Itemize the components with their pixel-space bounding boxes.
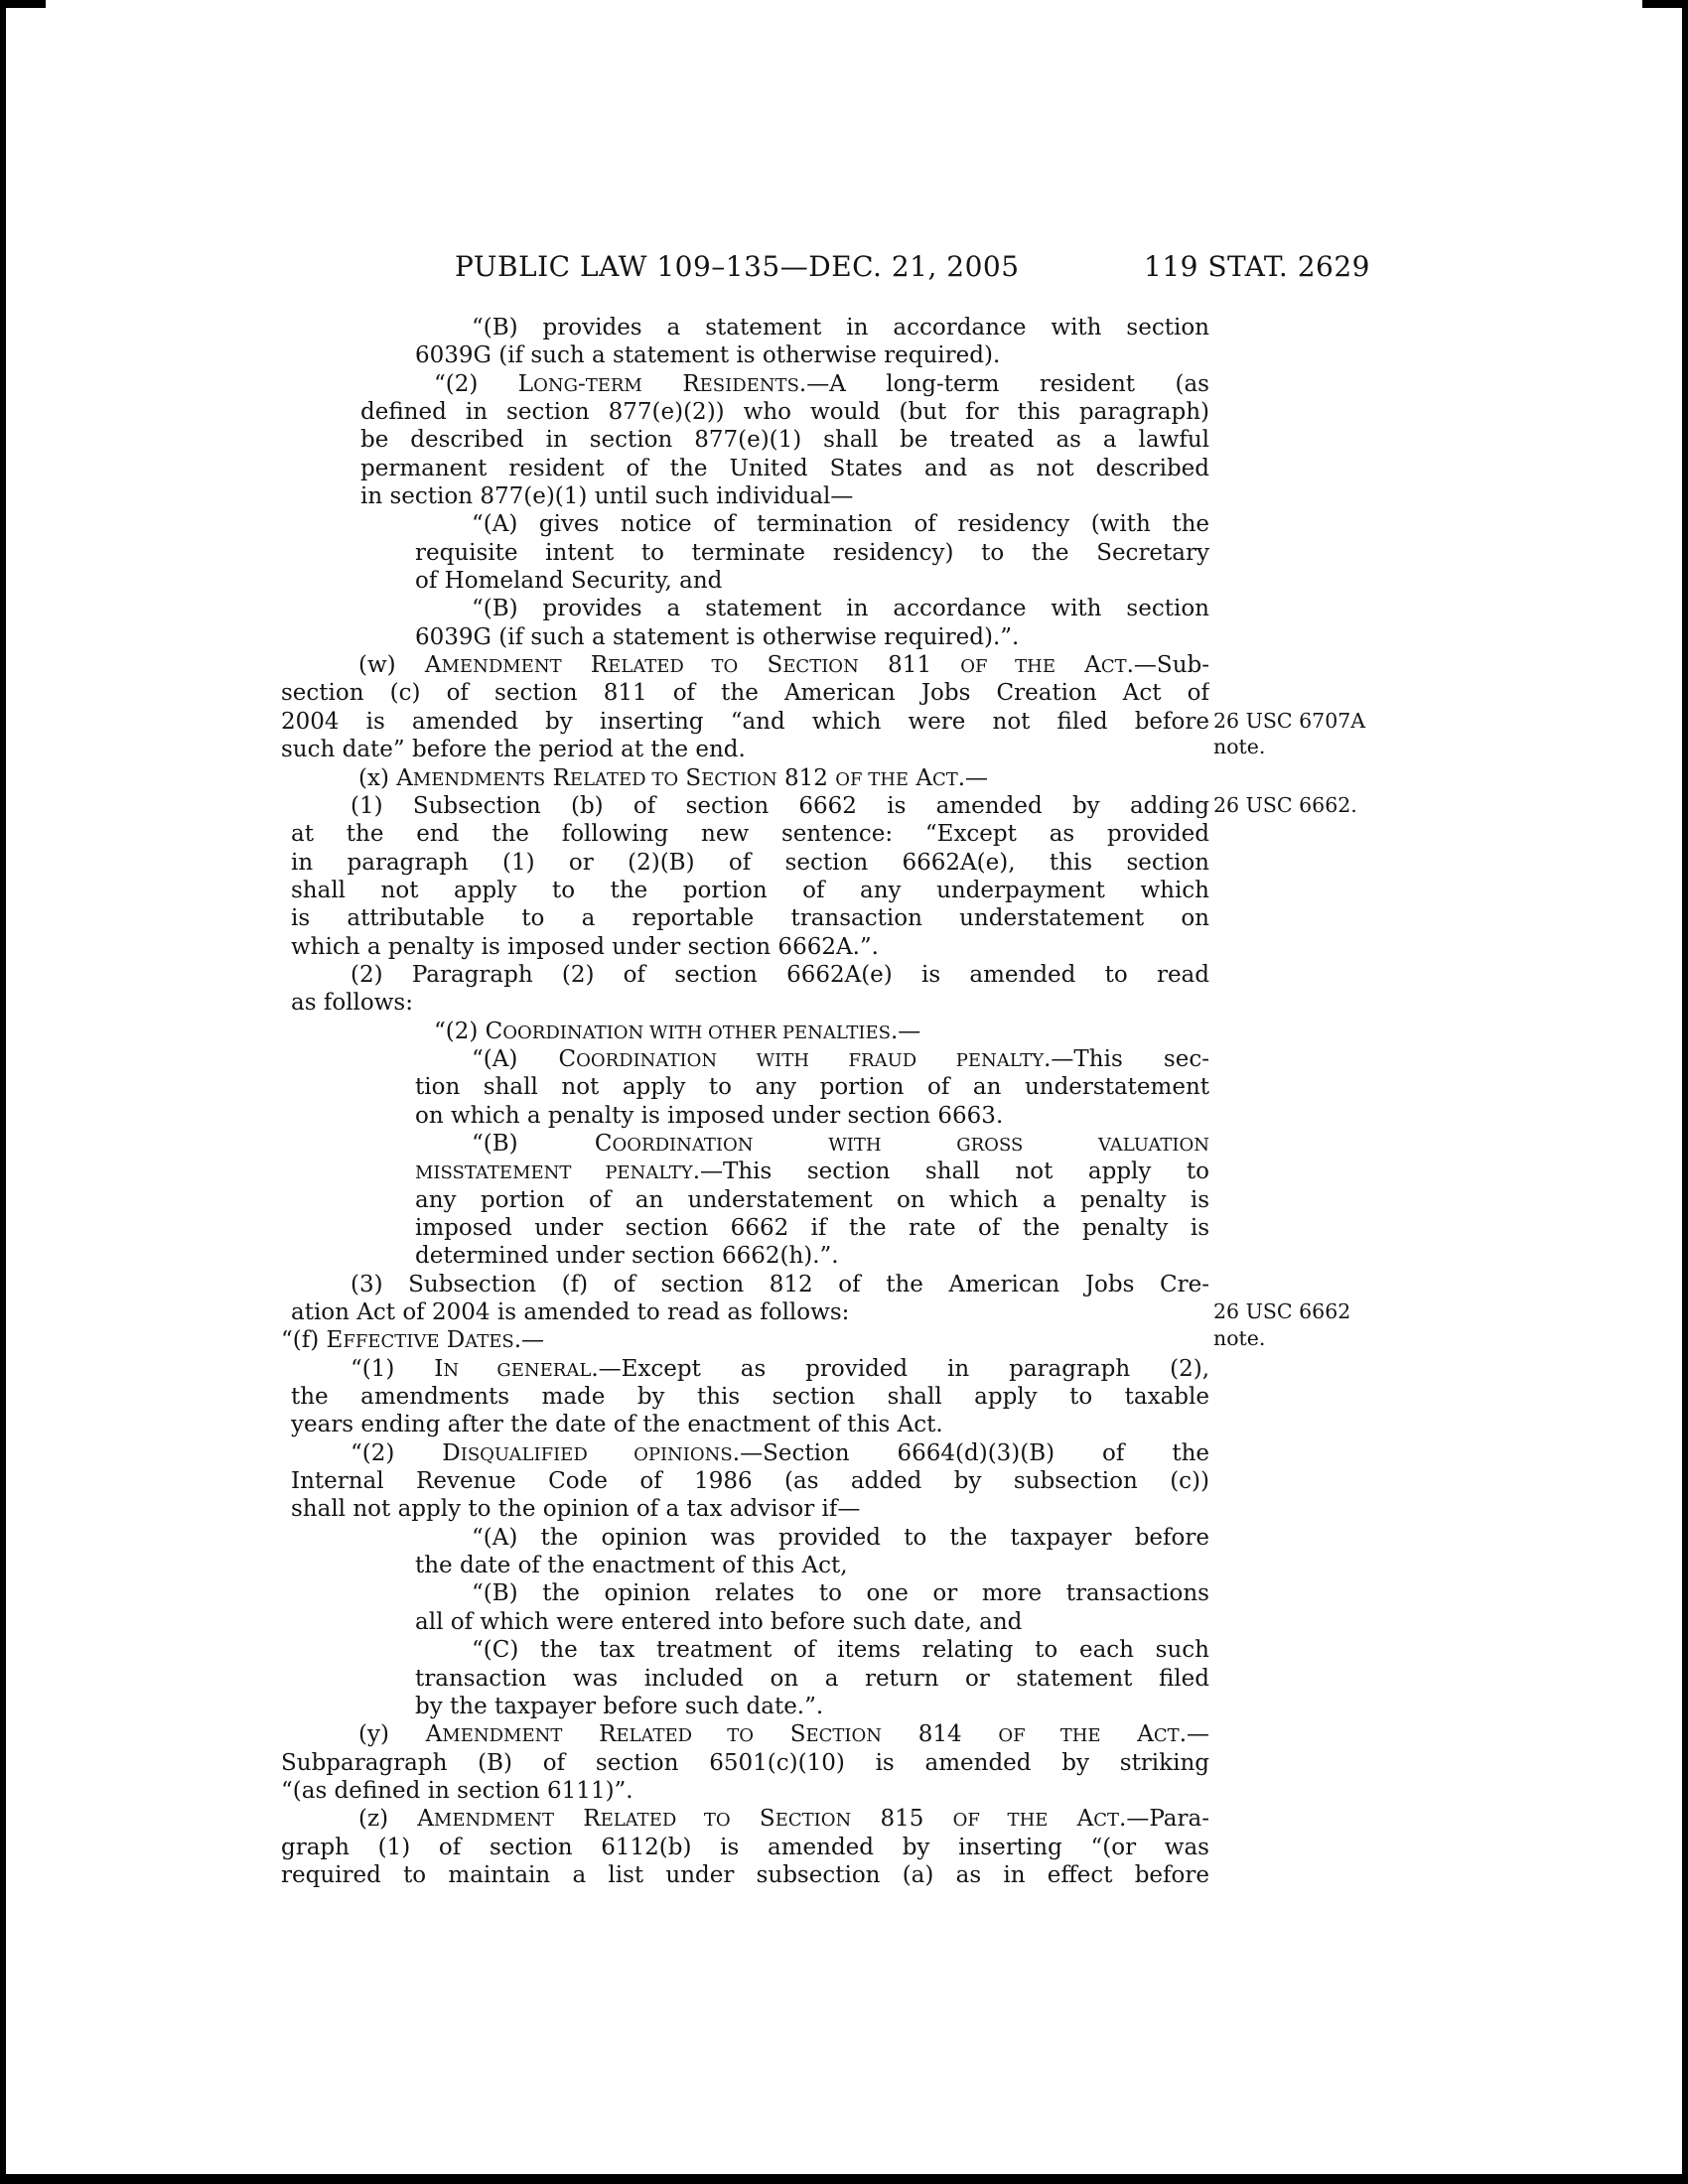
body-line bbox=[351, 792, 1209, 820]
body-text: S bbox=[730, 1806, 775, 1833]
body-text: 6039G (if such a statement is otherwise required). bbox=[415, 342, 1001, 369]
body-line bbox=[358, 1805, 1209, 1833]
body-line bbox=[415, 1073, 1209, 1101]
body-text: “(2) L bbox=[434, 370, 534, 397]
small-caps-text: OF THE bbox=[998, 1725, 1101, 1747]
small-caps-text: ISQUALIFIED OPINIONS bbox=[460, 1443, 733, 1465]
body-line bbox=[360, 455, 1209, 482]
body-text: section (c) of section 811 of the American Jobs Creation Act of bbox=[281, 680, 1209, 707]
body-line bbox=[472, 595, 1209, 622]
small-caps-text: ONG bbox=[533, 374, 578, 396]
body-text: D bbox=[439, 1327, 466, 1354]
body-line bbox=[281, 736, 1209, 763]
body-line bbox=[415, 623, 1209, 651]
body-text: .—Para- bbox=[1119, 1806, 1209, 1833]
body-text: as follows: bbox=[291, 990, 413, 1017]
body-text: permanent resident of the United States and as not described bbox=[360, 455, 1209, 481]
small-caps-text: CT bbox=[1153, 1725, 1180, 1747]
body-text: the date of the enactment of this Act, bbox=[415, 1553, 848, 1579]
body-line bbox=[291, 1495, 1209, 1523]
body-line bbox=[351, 1439, 1209, 1467]
body-line bbox=[415, 1665, 1209, 1693]
body-line bbox=[291, 877, 1209, 904]
small-caps-text: TERM bbox=[585, 374, 642, 396]
running-head-law: PUBLIC LAW 109–135—DEC. 21, 2005 bbox=[455, 250, 1020, 283]
margin-note-line: note. bbox=[1213, 1325, 1266, 1350]
body-line bbox=[472, 1579, 1209, 1607]
small-caps-text: MENDMENT bbox=[442, 1725, 563, 1747]
body-line bbox=[358, 764, 1209, 792]
scan-edge-left bbox=[0, 0, 6, 2184]
small-caps-text: OORDINATION WITH FRAUD PENALTY bbox=[576, 1049, 1045, 1071]
body-text: at the end the following new sentence: “Except as provided bbox=[291, 821, 1209, 848]
small-caps-text: OF THE bbox=[952, 1810, 1049, 1832]
body-text: (x) A bbox=[358, 764, 413, 791]
body-text: Subparagraph (B) of section 6501(c)(10) is amended by striking bbox=[281, 1749, 1209, 1776]
body-text: be described in section 877(e)(1) shall be treated as a lawful bbox=[360, 427, 1209, 454]
body-text: which a penalty is imposed under section 6662A.”. bbox=[291, 933, 879, 960]
small-caps-text: N GENERAL bbox=[443, 1359, 592, 1381]
running-head-stat: 119 STAT. 2629 bbox=[1144, 250, 1370, 283]
body-line bbox=[351, 1271, 1209, 1298]
body-line bbox=[415, 1102, 1209, 1130]
body-text: by the taxpayer before such date.”. bbox=[415, 1693, 824, 1719]
small-caps-text: ESIDENTS bbox=[699, 374, 799, 396]
body-line bbox=[415, 1693, 1209, 1720]
small-caps-text: MENDMENTS bbox=[412, 768, 546, 790]
body-line bbox=[281, 1326, 1209, 1354]
small-caps-text: CT bbox=[1093, 1810, 1120, 1832]
small-caps-text: CT bbox=[1100, 656, 1127, 678]
body-text: shall not apply to the portion of any underpayment which bbox=[291, 877, 1209, 903]
body-line bbox=[291, 933, 1209, 961]
small-caps-text: ECTION bbox=[774, 1810, 852, 1832]
body-text: (z) A bbox=[358, 1806, 434, 1833]
small-caps-text: MENDMENT bbox=[441, 656, 562, 678]
body-line bbox=[291, 1383, 1209, 1411]
body-text: transaction was included on a return or statement filed bbox=[415, 1665, 1209, 1692]
body-text: “(1) I bbox=[351, 1355, 444, 1382]
body-text: S bbox=[738, 652, 783, 679]
body-text: “(B) provides a statement in accordance with section bbox=[472, 596, 1209, 622]
body-text: .—This sec- bbox=[1044, 1045, 1209, 1072]
body-line bbox=[415, 1242, 1209, 1270]
body-line bbox=[351, 1355, 1209, 1383]
body-text: 815 bbox=[851, 1806, 953, 1833]
body-text: A bbox=[1100, 1721, 1154, 1748]
body-line bbox=[415, 567, 1209, 595]
body-line bbox=[472, 1636, 1209, 1664]
scan-edge-top-right bbox=[1642, 0, 1688, 8]
body-text: requisite intent to terminate residency) to the Secretary bbox=[415, 539, 1209, 566]
body-text: tion shall not apply to any portion of an understatement bbox=[415, 1074, 1209, 1101]
body-text: determined under section 6662(h).”. bbox=[415, 1243, 839, 1270]
body-text: “(as defined in section 6111)”. bbox=[281, 1777, 633, 1804]
body-text: (3) Subsection (f) of section 812 of the American Jobs Cre- bbox=[351, 1271, 1209, 1297]
small-caps-text: ECTION bbox=[782, 656, 859, 678]
margin-note bbox=[1213, 1298, 1387, 1351]
body-text: .— bbox=[513, 1327, 545, 1354]
body-line bbox=[360, 426, 1209, 454]
body-text: - bbox=[577, 370, 586, 397]
small-caps-text: OORDINATION WITH GROSS VALUATION bbox=[612, 1134, 1209, 1156]
body-line bbox=[281, 1861, 1209, 1889]
scan-edge-bottom bbox=[0, 2174, 1688, 2184]
body-line bbox=[472, 1045, 1209, 1073]
body-text: R bbox=[545, 764, 570, 791]
body-line bbox=[434, 370, 1209, 398]
small-caps-text: OF THE bbox=[835, 768, 910, 790]
body-line bbox=[291, 989, 1209, 1017]
body-text: all of which were entered into before such date, and bbox=[415, 1608, 1023, 1635]
body-line bbox=[472, 1130, 1209, 1158]
body-line bbox=[291, 1298, 1209, 1326]
body-line bbox=[360, 482, 1209, 510]
body-line bbox=[415, 1186, 1209, 1214]
body-text: imposed under section 6662 if the rate of the penalty is bbox=[415, 1215, 1209, 1241]
body-text: .— bbox=[890, 1018, 921, 1044]
small-caps-text: ELATED TO bbox=[616, 1725, 754, 1747]
body-line bbox=[415, 1552, 1209, 1579]
margin-note-line: 26 USC 6662. bbox=[1213, 792, 1357, 817]
body-text: ation Act of 2004 is amended to read as follows: bbox=[291, 1299, 850, 1326]
body-text: 6039G (if such a statement is otherwise required).”. bbox=[415, 623, 1020, 650]
body-line bbox=[281, 1834, 1209, 1861]
margin-note bbox=[1213, 792, 1387, 819]
body-text: is attributable to a reportable transaction understatement on bbox=[291, 905, 1209, 932]
body-text: (2) Paragraph (2) of section 6662A(e) is amended to read bbox=[351, 961, 1209, 988]
body-text: .— bbox=[1179, 1721, 1209, 1748]
small-caps-text: CT bbox=[931, 768, 958, 790]
body-column bbox=[281, 314, 1209, 1889]
body-line bbox=[472, 1524, 1209, 1552]
body-text: shall not apply to the opinion of a tax advisor if— bbox=[291, 1496, 861, 1523]
body-line bbox=[415, 1214, 1209, 1242]
body-line bbox=[291, 849, 1209, 877]
small-caps-text: MENDMENT bbox=[433, 1810, 554, 1832]
body-text: “(B) the opinion relates to one or more transactions bbox=[472, 1580, 1209, 1607]
margin-note-line: 26 USC 6662 bbox=[1213, 1299, 1351, 1324]
body-text: years ending after the date of the enactment of this Act. bbox=[291, 1412, 943, 1438]
small-caps-text: ATES bbox=[465, 1331, 514, 1353]
body-text: in section 877(e)(1) until such individual— bbox=[360, 483, 854, 510]
body-text: Internal Revenue Code of 1986 (as added by subsection (c)) bbox=[291, 1468, 1209, 1495]
body-line bbox=[281, 1777, 1209, 1805]
body-text: A bbox=[1048, 1806, 1094, 1833]
body-line bbox=[281, 708, 1209, 736]
small-caps-text: OORDINATION WITH OTHER PENALTIES bbox=[502, 1022, 891, 1043]
body-text: R bbox=[641, 370, 700, 397]
body-text: .—Sub- bbox=[1126, 652, 1209, 679]
margin-note-line: 26 USC 6707A bbox=[1213, 708, 1366, 733]
small-caps-text: ECTION bbox=[805, 1725, 883, 1747]
small-caps-text: MISSTATEMENT PENALTY bbox=[415, 1162, 693, 1184]
scan-edge-right bbox=[1682, 0, 1688, 2184]
body-line bbox=[281, 1749, 1209, 1777]
body-line bbox=[291, 820, 1209, 848]
body-text: “(2) D bbox=[351, 1439, 461, 1466]
body-text: A bbox=[909, 764, 932, 791]
body-text: “(2) C bbox=[434, 1018, 503, 1044]
body-line bbox=[291, 904, 1209, 932]
small-caps-text: ELATED TO bbox=[600, 1810, 731, 1832]
margin-note-line: note. bbox=[1213, 735, 1266, 759]
body-text: .— bbox=[957, 764, 989, 791]
body-text: defined in section 877(e)(2)) who would (but for this paragraph) bbox=[360, 399, 1209, 426]
body-line bbox=[415, 1158, 1209, 1185]
body-text: “(A) gives notice of termination of residency (with the bbox=[472, 511, 1209, 538]
small-caps-text: OF THE bbox=[960, 656, 1055, 678]
body-text: .—Section 6664(d)(3)(B) of the bbox=[732, 1439, 1209, 1466]
body-line bbox=[415, 341, 1209, 369]
body-text: “(B) provides a statement in accordance with section bbox=[472, 315, 1209, 341]
body-text: S bbox=[753, 1721, 806, 1748]
small-caps-text: ELATED TO bbox=[608, 656, 739, 678]
body-line bbox=[358, 1720, 1209, 1748]
body-text: in paragraph (1) or (2)(B) of section 6662A(e), this section bbox=[291, 849, 1209, 876]
body-line bbox=[415, 1608, 1209, 1636]
body-line bbox=[291, 1467, 1209, 1495]
body-text: graph (1) of section 6112(b) is amended by inserting “(or was bbox=[281, 1834, 1209, 1860]
body-line bbox=[281, 679, 1209, 707]
body-text: required to maintain a list under subsection (a) as in effect before bbox=[281, 1861, 1209, 1888]
body-text: 812 bbox=[776, 764, 836, 791]
scan-edge-top-left bbox=[0, 0, 46, 8]
body-line bbox=[291, 1411, 1209, 1438]
body-text: “(C) the tax treatment of items relating to each such bbox=[472, 1637, 1209, 1664]
body-text: 814 bbox=[882, 1721, 999, 1748]
body-text: (1) Subsection (b) of section 6662 is amended by adding bbox=[351, 792, 1209, 819]
small-caps-text: FFECTIVE bbox=[343, 1331, 440, 1353]
body-line bbox=[358, 651, 1209, 679]
body-text: R bbox=[562, 1721, 617, 1748]
body-text: on which a penalty is imposed under section 6663. bbox=[415, 1102, 1004, 1129]
body-text: .—This section shall not apply to bbox=[692, 1159, 1209, 1185]
body-text: 811 bbox=[858, 652, 961, 679]
body-text: such date” before the period at the end. bbox=[281, 737, 746, 763]
small-caps-text: ECTION bbox=[701, 768, 777, 790]
body-text: .—Except as provided in paragraph (2), bbox=[591, 1355, 1209, 1382]
body-text: R bbox=[561, 652, 609, 679]
body-line bbox=[351, 961, 1209, 989]
body-line bbox=[472, 510, 1209, 538]
body-text: “(f) E bbox=[281, 1327, 344, 1354]
body-text: any portion of an understatement on which a penalty is bbox=[415, 1186, 1209, 1213]
body-line bbox=[415, 539, 1209, 567]
margin-note bbox=[1213, 708, 1387, 760]
body-line bbox=[360, 398, 1209, 426]
body-text: (w) A bbox=[358, 652, 442, 679]
body-text: of Homeland Security, and bbox=[415, 568, 723, 595]
body-line bbox=[472, 314, 1209, 341]
body-line bbox=[434, 1018, 1209, 1045]
body-text: (y) A bbox=[358, 1721, 443, 1748]
body-text: A bbox=[1055, 652, 1101, 679]
body-text: .—A long-term resident (as bbox=[798, 370, 1209, 397]
body-text: R bbox=[554, 1806, 601, 1833]
body-text: “(B) C bbox=[472, 1130, 613, 1157]
body-text: 2004 is amended by inserting “and which were not filed before bbox=[281, 708, 1209, 735]
small-caps-text: ELATED TO bbox=[569, 768, 679, 790]
body-text: “(A) the opinion was provided to the taxpayer before bbox=[472, 1524, 1209, 1551]
body-text: S bbox=[678, 764, 702, 791]
body-text: the amendments made by this section shall apply to taxable bbox=[291, 1384, 1209, 1411]
body-text: “(A) C bbox=[472, 1045, 577, 1072]
